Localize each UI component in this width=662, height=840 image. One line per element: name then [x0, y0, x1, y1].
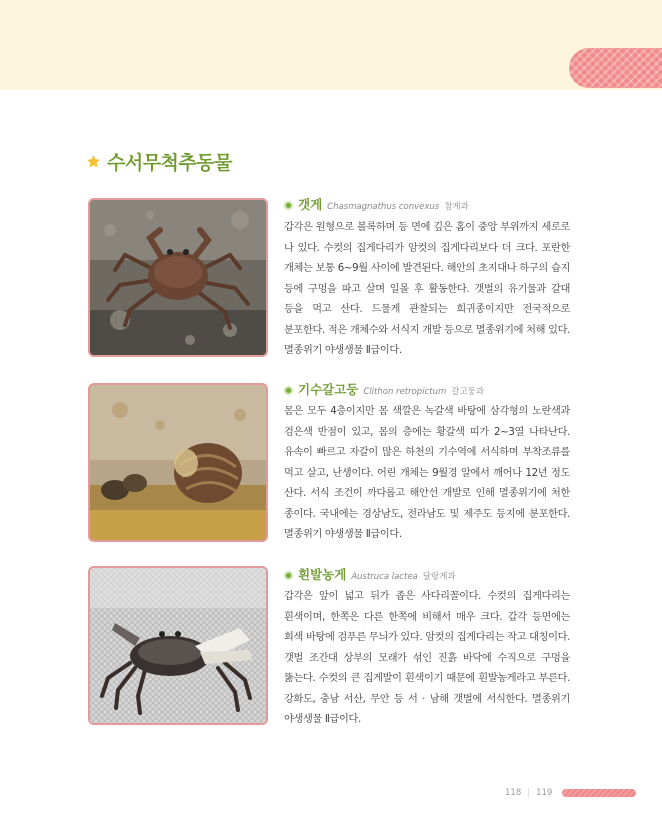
page-footer [505, 787, 636, 799]
species-description: 갑각은 원형으로 볼록하며 등 면에 깊은 홈이 중앙 부위까지 세로로 나 있다. 수컷의 집게다리가 암컷의 집게다리보다 더 크다. 포란한 개체는 보통 6~9월 사이에 발견된다. 해안의 초지대나 하구의 습지 등에 구멍을 파고 살며 일몰 후 활동한다. 갯벌의 유기물과 갈대 등을 먹고 산다. 드물게 관찰되는 희귀종이지만 전국적으로 분포한다. 적은 개체수와 서식지 개발 등으로 멸종위기에 처해 있다. 멸종위기 야생생물 Ⅱ급이다. [284, 222, 570, 356]
species-name: 갯게 [298, 197, 323, 212]
species-name: 흰발농게 [298, 567, 347, 582]
header-tab-decoration [569, 48, 662, 88]
scientific-name: Clithon retropictum [363, 387, 447, 397]
family-name: 달랑게과 [422, 572, 456, 582]
footer-decoration-bar [562, 789, 636, 797]
snail-photo [88, 383, 268, 542]
fiddler-crab-photo [88, 566, 268, 725]
scientific-name: Chasmagnathus convexus [327, 202, 440, 212]
bullet-icon [284, 201, 293, 210]
species-heading [284, 195, 469, 213]
species-description: 몸은 모두 4층이지만 몸 색깔은 녹갈색 바탕에 삼각형의 노란색과 검은색 반점이 있고, 몸의 층에는 황갈색 띠가 2~3열 나타난다. 유속이 빠르고 자갈이 많은 하천의 기수역에 서식하며 부착조류를 먹고 살고, 난생이다. 어린 개체는 9월경 알에서 깨어나 12년 정도 산다. 서식 조건이 까다롭고 해안선 개발로 인해 멸종위기에 처한 종이다. 국내에는 경상남도, 전라남도 및 제주도 등지에 분포한다. 멸종위기 야생생물 Ⅱ급이다. [284, 406, 570, 540]
species-heading [284, 380, 484, 398]
bullet-icon [284, 571, 293, 580]
crab-photo [88, 198, 268, 357]
header-band [0, 0, 662, 90]
star-icon [86, 154, 101, 169]
page-number-left: 118 [505, 788, 522, 798]
species-name: 기수갈고둥 [298, 382, 359, 397]
species-heading [284, 565, 456, 583]
page-number-right: 119 [536, 788, 553, 798]
scientific-name: Austruca lactea [351, 572, 418, 582]
family-name: 참게과 [444, 202, 469, 212]
page-separator: | [527, 788, 531, 798]
bullet-icon [284, 386, 293, 395]
section-heading [86, 148, 232, 174]
species-description: 갑각은 앞이 넓고 뒤가 좁은 사다리꼴이다. 수컷의 집게다리는 흰색이며, 한쪽은 다른 한쪽에 비해서 매우 크다. 갑각 등면에는 회색 바탕에 검푸른 무늬가 있다. 암컷의 집게다리는 작고 대칭이다. 갯벌 조간대 상부의 모래가 섞인 진흙 바닥에 수직으로 구멍을 뚫는다. 수컷의 큰 집게발이 흰색이기 때문에 흰발농게라고 부른다. 강화도, 충남 서산, 무안 등 서 · 남해 갯벌에 서식한다. 멸종위기 야생생물 Ⅱ급이다. [284, 591, 570, 725]
family-name: 갈고둥과 [451, 387, 485, 397]
section-title: 수서무척추동물 [107, 151, 232, 174]
